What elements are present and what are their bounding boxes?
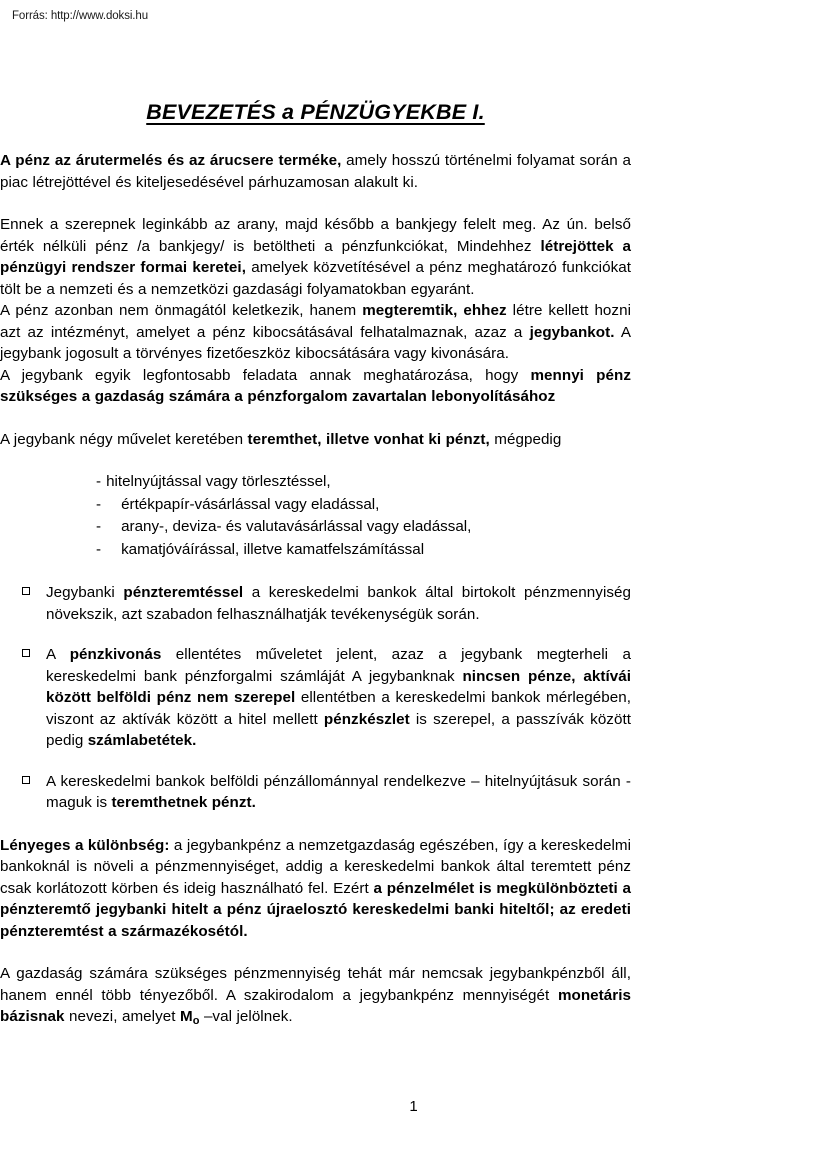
paragraph-6-emphasis-1: Lényeges a különbség: bbox=[0, 836, 170, 854]
operations-dash-list bbox=[0, 471, 631, 561]
list-item-emphasis-1: pénzteremtéssel bbox=[123, 584, 244, 601]
list-item bbox=[0, 494, 631, 517]
paragraph-7-text-c: –val jelölnek. bbox=[199, 1008, 293, 1025]
spacer bbox=[0, 193, 631, 214]
list-item bbox=[0, 516, 631, 539]
paragraph-7-text-a: A gazdaság számára szükséges pénzmennyiség tehát már nemcsak jegybankpénzből áll, hanem ennél több tényezőből. A szakirodalom a jegybankpénz mennyiségét bbox=[0, 965, 631, 1004]
list-item-text-d: is szerepel, a passzívák között pedig bbox=[46, 710, 631, 749]
paragraph-5-text-a: A jegybank négy művelet keretében bbox=[0, 430, 248, 448]
paragraph-2-text-b: amelyek közvetítésével a pénz meghatározó funkciókat tölt be a nemzeti és a nemzetközi gazdasági folyamatokban egyaránt. bbox=[0, 259, 631, 298]
dash-marker: - bbox=[96, 518, 102, 535]
paragraph-4-text-a: A jegybank egyik legfontosabb feladata annak meghatározása, hogy bbox=[0, 366, 531, 384]
list-item bbox=[0, 771, 631, 814]
paragraph-2 bbox=[0, 214, 631, 300]
page-number: 1 bbox=[409, 1098, 418, 1115]
paragraph-1-emphasis: A pénz az árutermelés és az árucsere terméke, bbox=[0, 152, 342, 169]
paragraph-4 bbox=[0, 365, 631, 408]
list-item bbox=[0, 582, 631, 625]
square-bullet-icon bbox=[22, 587, 30, 595]
paragraph-3-emphasis-2: jegybankot. bbox=[529, 323, 615, 341]
dash-marker: - bbox=[96, 495, 102, 513]
list-item-emphasis-1: teremthetnek pénzt. bbox=[111, 794, 256, 811]
spacer bbox=[0, 408, 631, 429]
paragraph-7-emphasis: monetáris bázisnak bbox=[0, 986, 631, 1025]
list-item-label: hitelnyújtással vagy törlesztéssel, bbox=[106, 473, 331, 490]
paragraph-7 bbox=[0, 963, 631, 1030]
paragraph-1-text: amely hosszú történelmi folyamat során a piac létrejöttével és kiteljesedésével párhuzamosan alakult ki. bbox=[0, 152, 631, 191]
list-item-emphasis-3: pénzkészlet bbox=[323, 710, 410, 728]
list-item-label: kamatjóváírással, illetve kamatfelszámítással bbox=[121, 540, 425, 558]
square-bullet-icon bbox=[22, 776, 30, 784]
dash-marker: - bbox=[96, 540, 102, 558]
list-item-text-a: Jegybanki bbox=[46, 584, 124, 601]
list-item-text-c: ellentétben a kereskedelmi bankok mérlegében, viszont az aktívák között a hitel mellett bbox=[46, 689, 632, 728]
list-item bbox=[0, 539, 631, 562]
spacer bbox=[0, 450, 631, 471]
list-item bbox=[0, 471, 631, 494]
dash-marker: - bbox=[96, 473, 102, 490]
paragraph-3-text-a: A pénz azonban nem önmagától keletkezik, hanem bbox=[0, 302, 363, 319]
paragraph-2-emphasis: létrejöttek a pénzügyi rendszer formai keretei, bbox=[0, 237, 631, 276]
monetary-base-symbol: M bbox=[179, 1008, 193, 1025]
paragraph-5-emphasis: teremthet, illetve vonhat ki pénzt, bbox=[247, 430, 490, 448]
paragraph-3-text-c: A jegybank jogosult a törvényes fizetőeszköz kibocsátására vagy kivonására. bbox=[0, 323, 631, 362]
monetary-base-subscript: o bbox=[192, 1015, 200, 1027]
spacer bbox=[0, 561, 631, 582]
spacer bbox=[0, 814, 631, 835]
paragraph-6-emphasis-2: a pénzelmélet is megkülönbözteti a pénzteremtő jegybanki hitelt a pénz újraelosztó kereskedelmi banki hiteltől; az eredeti pénzteremtést a származékosétól. bbox=[0, 879, 631, 940]
list-item-label: arany-, deviza- és valutavásárlással vagy eladással, bbox=[121, 518, 472, 535]
list-item-label: értékpapír-vásárlással vagy eladással, bbox=[121, 495, 380, 513]
paragraph-2-text-a: Ennek a szerepnek leginkább az arany, majd később a bankjegy felelt meg. Az ún. belső érték nélküli pénz /a bankjegy/ is betöltheti a pénzfunkciókat, Mindehhez bbox=[0, 216, 631, 255]
list-item-emphasis-1: pénzkivonás bbox=[69, 646, 162, 663]
list-item-emphasis-4: számlabetétek. bbox=[87, 732, 197, 749]
list-item-text-b: a kereskedelmi bankok által birtokolt pénzmennyiség növekszik, azt szabadon felhasználhatják tevékenységük során. bbox=[46, 584, 632, 623]
page-title: BEVEZETÉS a PÉNZÜGYEKBE I. bbox=[146, 100, 485, 124]
paragraph-7-text-b: nevezi, amelyet bbox=[64, 1008, 180, 1025]
source-watermark: Forrás: http://www.doksi.hu bbox=[12, 10, 148, 22]
paragraph-3 bbox=[0, 300, 631, 365]
paragraph-5 bbox=[0, 429, 631, 451]
money-creation-bullet-list bbox=[0, 582, 631, 814]
list-item-text-a: A bbox=[46, 646, 70, 663]
list-item bbox=[0, 644, 631, 752]
document-content bbox=[0, 150, 631, 1030]
square-bullet-icon bbox=[22, 649, 30, 657]
list-item-emphasis-2: nincsen pénze, aktívái között belföldi pénz nem szerepel bbox=[46, 667, 631, 706]
paragraph-3-emphasis-1: megteremtik, ehhez bbox=[362, 302, 507, 319]
paragraph-5-text-b: mégpedig bbox=[489, 430, 562, 448]
list-item-text-a: A kereskedelmi bankok belföldi pénzállománnyal rendelkezve – hitelnyújtásuk során - maguk is bbox=[46, 772, 631, 811]
paragraph-1 bbox=[0, 150, 631, 193]
spacer bbox=[0, 942, 631, 963]
list-item-text-b: ellentétes műveletet jelent, azaz a jegybank megterheli a kereskedelmi bank pénzforgalmi számláját A jegybanknak bbox=[46, 646, 631, 685]
paragraph-3-text-b: létre kellett hozni azt az intézményt, amelyet a pénz kibocsátásával felhatalmaznak, azaz a bbox=[0, 302, 631, 341]
paragraph-6 bbox=[0, 835, 631, 943]
paragraph-4-emphasis: mennyi pénz szükséges a gazdaság számára a pénzforgalom zavartalan lebonyolításához bbox=[0, 366, 631, 405]
paragraph-6-text-a: a jegybankpénz a nemzetgazdaság egészében, így a kereskedelmi bankoknál is növeli a pénzmennyiséget, addig a kereskedelmi bankok által teremtett pénz csak korlátozott körben és ideig használható fel. Ezért bbox=[0, 836, 631, 897]
